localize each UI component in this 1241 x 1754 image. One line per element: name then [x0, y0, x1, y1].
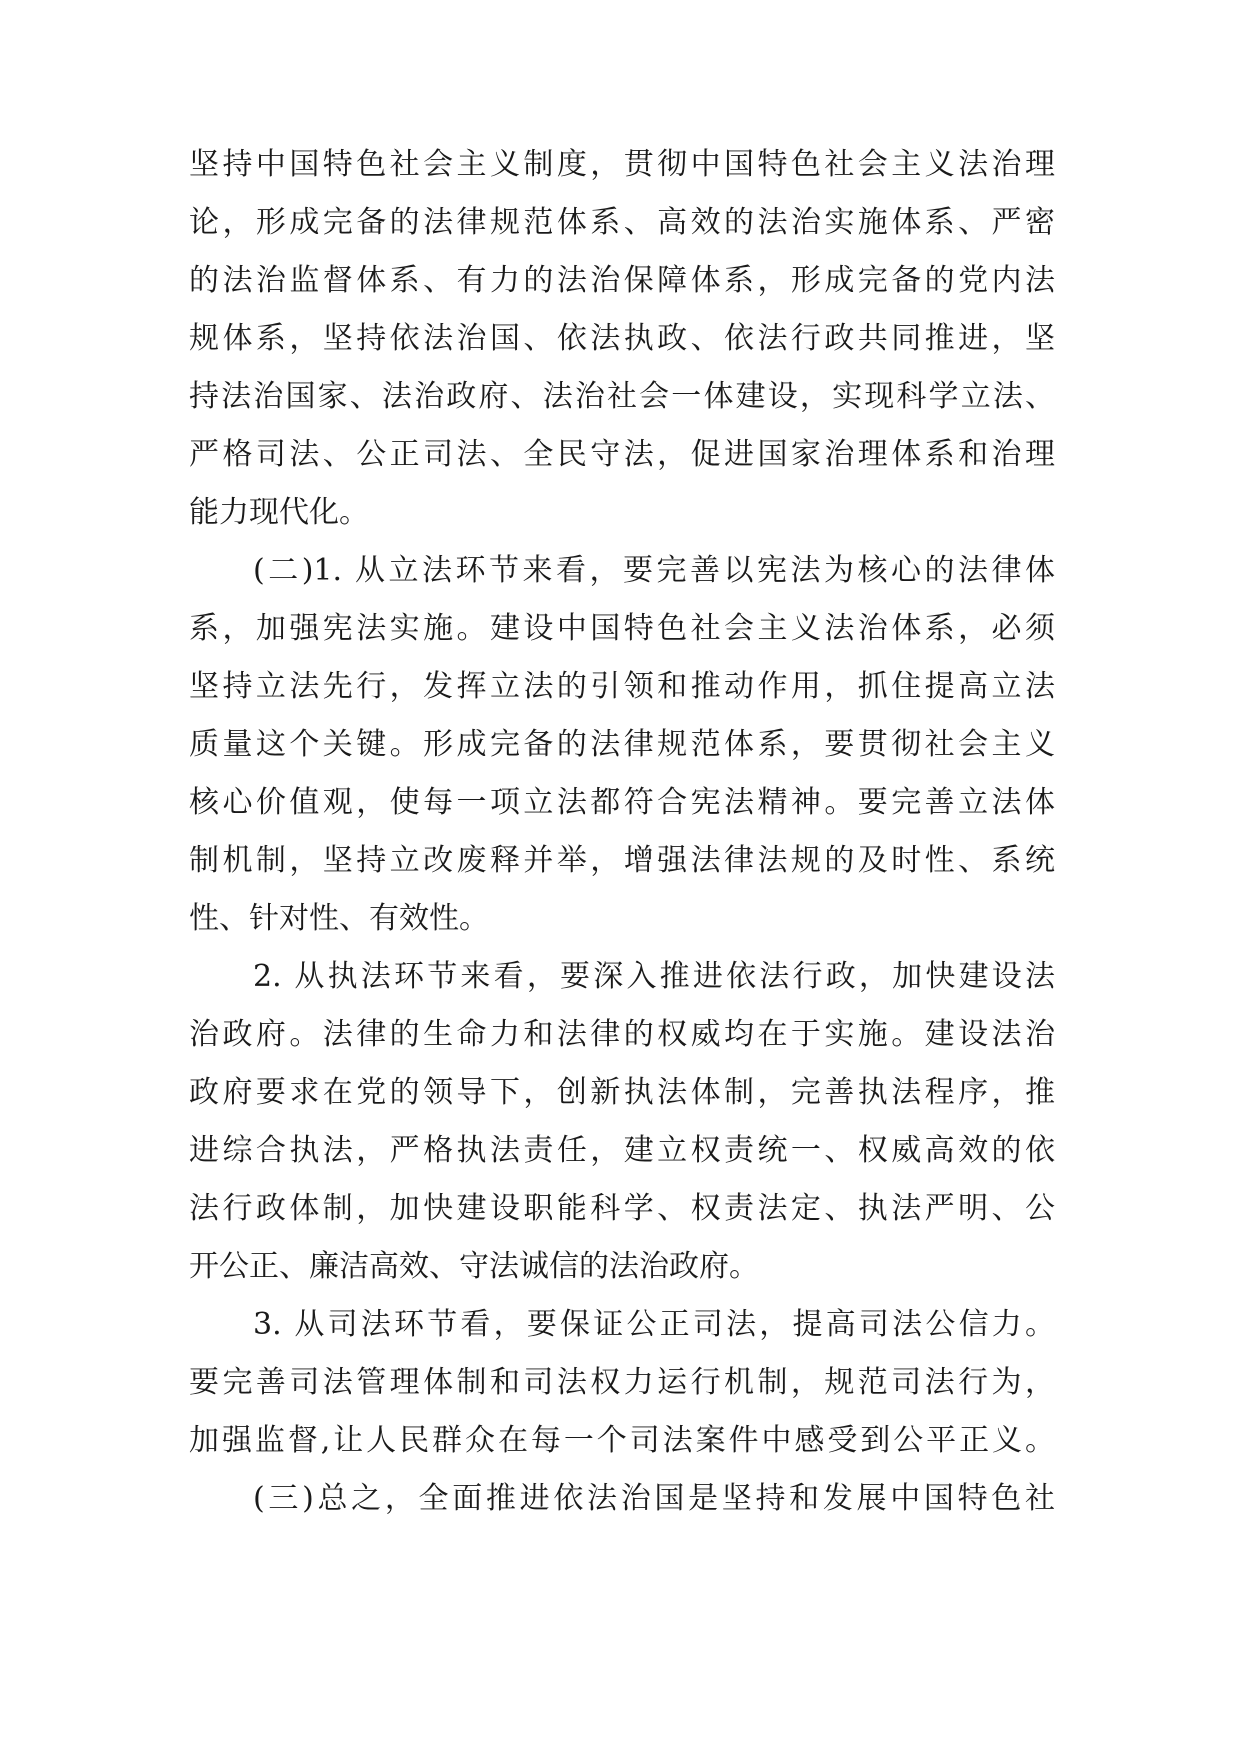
text-line: 坚持立法先行，发挥立法的引领和推动作用，抓住提高立法 [189, 669, 1055, 704]
text-line: 的法治监督体系、有力的法治保障体系，形成完备的党内法 [189, 263, 1055, 298]
text-line: 严格司法、公正司法、全民守法，促进国家治理体系和治理 [189, 437, 1055, 472]
text-line: 加强监督,让人民群众在每一个司法案件中感受到公平正义。 [189, 1423, 1055, 1458]
paragraph-start-line: 2. 从执法环节来看，要深入推进依法行政，加快建设法 [253, 959, 1055, 994]
paragraph-start-line: (三)总之，全面推进依法治国是坚持和发展中国特色社 [253, 1481, 1055, 1516]
text-line: 政府要求在党的领导下，创新执法体制，完善执法程序，推 [189, 1075, 1055, 1110]
text-line: 系，加强宪法实施。建设中国特色社会主义法治体系，必须 [189, 611, 1055, 646]
text-line: 法行政体制，加快建设职能科学、权责法定、执法严明、公 [189, 1191, 1055, 1226]
text-line: 进综合执法，严格执法责任，建立权责统一、权威高效的依 [189, 1133, 1055, 1168]
text-line: 核心价值观，使每一项立法都符合宪法精神。要完善立法体 [189, 785, 1055, 820]
paragraph-start-line: 3. 从司法环节看，要保证公正司法，提高司法公信力。 [253, 1307, 1055, 1342]
text-line: 治政府。法律的生命力和法律的权威均在于实施。建设法治 [189, 1017, 1055, 1052]
text-line: 性、针对性、有效性。 [189, 901, 489, 936]
text-line: 要完善司法管理体制和司法权力运行机制，规范司法行为， [189, 1365, 1055, 1400]
paragraph-start-line: (二)1. 从立法环节来看，要完善以宪法为核心的法律体 [253, 553, 1055, 588]
text-line: 能力现代化。 [189, 495, 369, 530]
text-line: 质量这个关键。形成完备的法律规范体系，要贯彻社会主义 [189, 727, 1055, 762]
text-line: 开公正、廉洁高效、守法诚信的法治政府。 [189, 1249, 759, 1284]
text-line: 持法治国家、法治政府、法治社会一体建设，实现科学立法、 [189, 379, 1055, 414]
text-line: 坚持中国特色社会主义制度，贯彻中国特色社会主义法治理 [189, 147, 1055, 182]
text-line: 制机制，坚持立改废释并举，增强法律法规的及时性、系统 [189, 843, 1055, 878]
text-line: 论，形成完备的法律规范体系、高效的法治实施体系、严密 [189, 205, 1055, 240]
text-line: 规体系，坚持依法治国、依法执政、依法行政共同推进，坚 [189, 321, 1055, 356]
